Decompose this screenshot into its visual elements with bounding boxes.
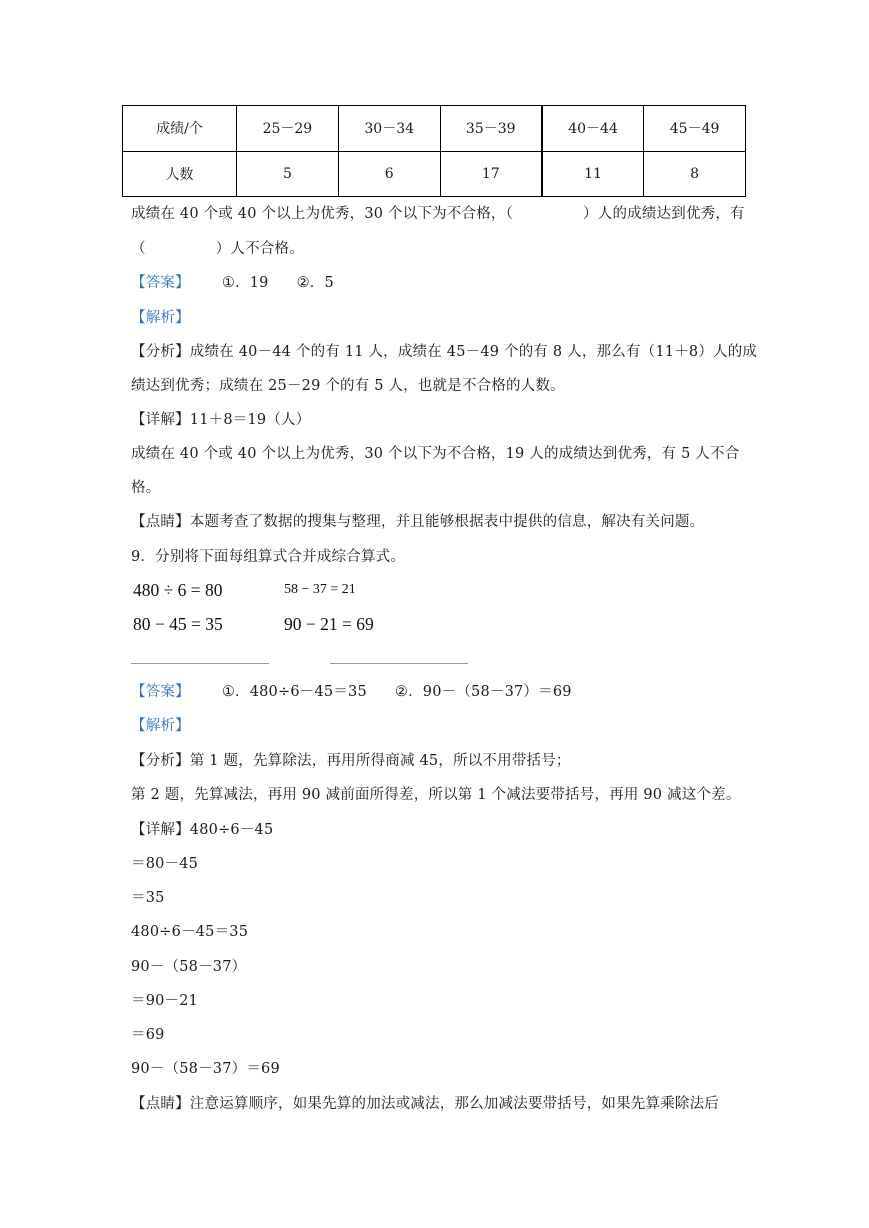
table-cell: 人数 xyxy=(123,151,237,197)
table-cell: 35－39 xyxy=(440,106,542,152)
question-title: 9．分别将下面每组算式合并成综合算式。 xyxy=(131,549,406,565)
solution-step: 90－（58－37） xyxy=(131,959,247,975)
detail-text: 【详解】11＋8＝19（人） xyxy=(131,412,311,428)
table-cell: 5 xyxy=(237,151,339,197)
solution-step: 90－（58－37）＝69 xyxy=(131,1061,280,1077)
table-cell: 17 xyxy=(440,151,542,197)
table-cell: 11 xyxy=(542,151,644,197)
comment-text: 【点睛】注意运算顺序，如果先算的加法或减法，那么加减法要带括号，如果先算乘除法后 xyxy=(131,1096,719,1112)
answer-value: ②．90－（58－37）＝69 xyxy=(394,684,572,700)
comment-text: 【点睛】本题考查了数据的搜集与整理，并且能够根据表中提供的信息，解决有关问题。 xyxy=(131,514,705,530)
answer-value: ①．480÷6－45＝35 xyxy=(221,684,367,700)
table-row xyxy=(123,151,746,197)
question-text xyxy=(131,204,751,224)
solution-step: ＝35 xyxy=(131,890,165,906)
analysis-tag: 【解析】 xyxy=(131,718,190,734)
answer-line xyxy=(131,273,751,293)
table-cell: 45－49 xyxy=(644,106,746,152)
answer-line xyxy=(131,682,751,702)
question-text-part: 成绩在 40 个或 40 个以上为优秀，30 个以下为不合格，（ xyxy=(131,206,514,222)
answer-tag: 【答案】 xyxy=(131,275,190,291)
analysis-text: 绩达到优秀；成绩在 25－29 个的有 5 人，也就是不合格的人数。 xyxy=(131,378,565,394)
question-text-part: ）人不合格。 xyxy=(215,241,304,257)
solution-step: ＝80－45 xyxy=(131,856,199,872)
analysis-text: 第 2 题，先算减法，再用 90 减前面所得差，所以第 1 个减法要带括号，再用 90 减这个差。 xyxy=(131,787,741,803)
score-table xyxy=(122,105,746,197)
table-cell: 40－44 xyxy=(542,106,644,152)
table-header-row xyxy=(123,106,746,152)
question-text-part: ）人的成绩达到优秀，有 xyxy=(583,206,745,222)
analysis-tag: 【解析】 xyxy=(131,310,190,326)
answer-tag: 【答案】 xyxy=(131,684,190,700)
conclusion-text: 成绩在 40 个或 40 个以上为优秀，30 个以下为不合格，19 人的成绩达到优秀，有 5 人不合 xyxy=(131,446,740,462)
solution-step: ＝69 xyxy=(131,1027,165,1043)
equation: 480 ÷ 6 = 80 xyxy=(133,580,223,600)
answer-value: ①．19 xyxy=(221,275,269,291)
equation: 90 − 21 = 69 xyxy=(284,614,374,634)
analysis-text: 【分析】第 1 题，先算除法，再用所得商减 45，所以不用带括号； xyxy=(131,753,571,769)
table-cell: 30－34 xyxy=(338,106,440,152)
answer-blank-line xyxy=(131,663,269,664)
solution-step: 【详解】480÷6－45 xyxy=(131,822,274,838)
analysis-text: 【分析】成绩在 40－44 个的有 11 人，成绩在 45－49 个的有 8 人，那么有（11＋8）人的成 xyxy=(131,344,758,360)
solution-step: 480÷6－45＝35 xyxy=(131,924,249,940)
equation: 80 − 45 = 35 xyxy=(133,614,223,634)
table-cell: 8 xyxy=(644,151,746,197)
solution-step: ＝90－21 xyxy=(131,993,199,1009)
table-cell: 成绩/个 xyxy=(123,106,237,152)
conclusion-text: 格。 xyxy=(131,480,161,496)
table-cell: 6 xyxy=(338,151,440,197)
question-text xyxy=(131,239,751,259)
answer-blank-line xyxy=(330,663,468,664)
question-text-part: （ xyxy=(131,241,146,257)
table-cell: 25－29 xyxy=(237,106,339,152)
answer-value: ②．5 xyxy=(296,275,334,291)
equation: 58 − 37 = 21 xyxy=(284,582,356,597)
